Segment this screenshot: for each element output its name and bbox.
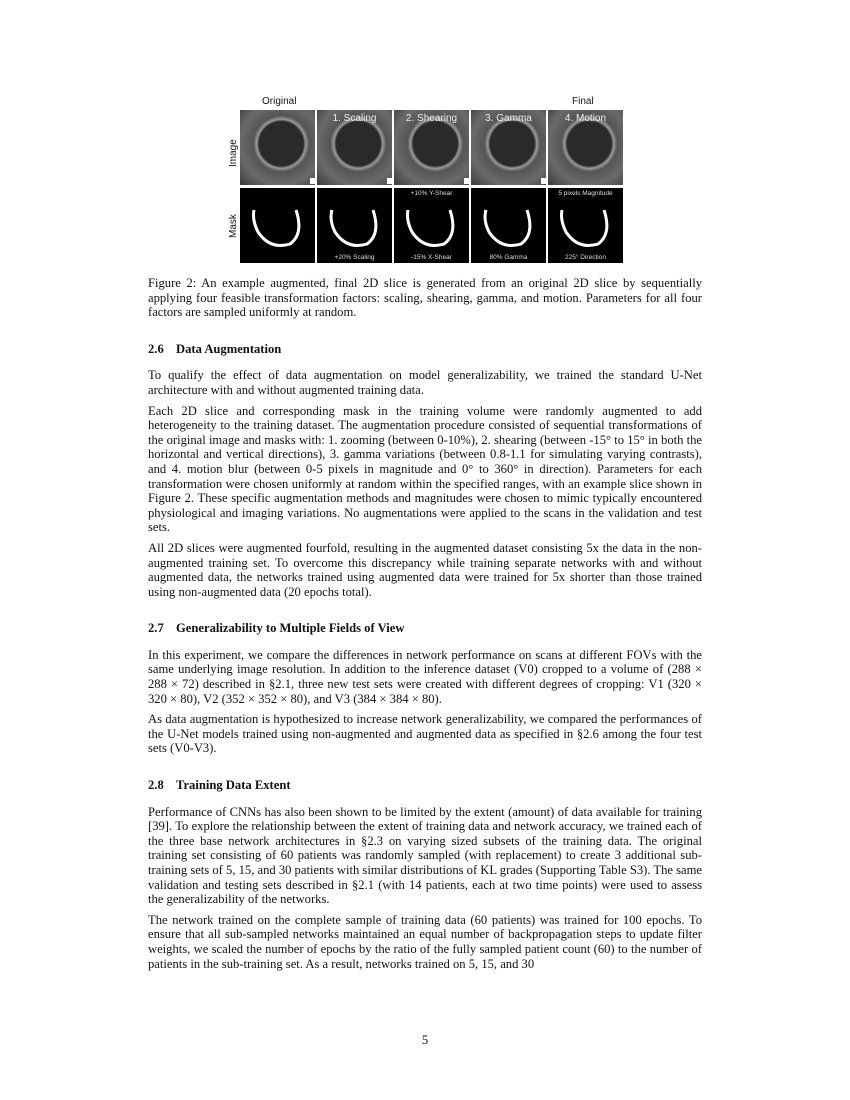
mask-panel [471, 188, 546, 263]
cartilage-mask [317, 188, 392, 263]
panel-top-note: 5 pixels Magnitude [558, 190, 613, 197]
panel-top-note: +10% Y-Shear [410, 190, 453, 197]
paragraph: The network trained on the complete sample of training data (60 patients) was trained for 100 epochs. To ensure that all sub-sampled networks maintained an equal number of backpropagation steps to update filter weights, we scaled the number of epochs by the ratio of the fully sampled patient count (60) to the number of patients in the sub-training set. As a result, networks trained on 5, 15, and 30 [148, 912, 702, 971]
cartilage-mask [240, 188, 315, 263]
panel-title: 1. Scaling [332, 113, 377, 124]
mask-panel [317, 188, 392, 263]
panel-bottom-note: +20% Scaling [334, 254, 375, 261]
panel-bottom-note: 225° Direction [565, 254, 606, 261]
panel-bottom-note: -15% X-Shear [411, 254, 452, 261]
image-panel [317, 110, 392, 185]
figure-2 [225, 95, 625, 265]
mask-panel [240, 188, 315, 263]
paragraph: In this experiment, we compare the differences in network performance on scans at different FOVs with the same underlying image resolution. In addition to the inference dataset (V0) cropped to a volume of (288 × 288 × 72) described in §2.1, three new test sets were created with different degrees of cropping: V1 (320 × 320 × 80), V2 (352 × 352 × 80), and V3 (384 × 384 × 80). [148, 647, 702, 706]
mask-row-label: Mask [228, 214, 239, 238]
body-text [148, 276, 702, 977]
cartilage-mask [548, 188, 623, 263]
original-label: Original [262, 96, 297, 107]
panel-title: 3. Gamma [485, 113, 532, 124]
paragraph: Each 2D slice and corresponding mask in the training volume were randomly augmented to add heterogeneity to the training dataset. The augmentation procedure consisted of sequential transformations of the original image and masks with: 1. zooming (between 0-10%), 2. shearing (between -15° to 15° in both the horizontal and vertical directions), 3. gamma variations (between 0.8-1.1 for simulating varying contrasts), and 4. motion blur (between 0-5 pixels in magnitude and 0° to 360° in direction). Parameters for each transformation were chosen uniformly at random within the specified ranges, with an example slice shown in Figure 2. These specific augmentation methods and magnitudes were chosen to mimic typically encountered physiological and imaging variations. No augmentations were applied to the scans in the validation and test sets. [148, 403, 702, 535]
paragraph: All 2D slices were augmented fourfold, resulting in the augmented dataset consisting 5x the data in the non-augmented training set. To overcome this discrepancy while training separate networks with and without augmented data, the networks trained using augmented data were trained for 5x shorter than those trained using non-augmented data (20 epochs total). [148, 540, 702, 599]
image-panel [240, 110, 315, 185]
section-heading: 2.8 Training Data Extent [148, 778, 291, 793]
figure-caption: Figure 2: An example augmented, final 2D slice is generated from an original 2D slice by sequentially applying four feasible transformation factors: scaling, shearing, gamma, and motion. Parameters for all four factors are sampled uniformly at random. [148, 276, 702, 320]
paragraph: To qualify the effect of data augmentation on model generalizability, we trained the standard U-Net architecture with and without augmented training data. [148, 368, 702, 397]
image-row-label: Image [228, 139, 239, 167]
image-panel [548, 110, 623, 185]
panel-title: 4. Motion [564, 113, 607, 124]
mask-panel [394, 188, 469, 263]
final-label: Final [572, 96, 594, 107]
cartilage-mask [394, 188, 469, 263]
panel-bottom-note: 80% Gamma [489, 254, 528, 261]
cartilage-mask [471, 188, 546, 263]
image-panel [471, 110, 546, 185]
page-number: 5 [421, 1033, 429, 1047]
paragraph: As data augmentation is hypothesized to increase network generalizability, we compared the performances of the U-Net models trained using non-augmented and augmented data as specified in §2.6 among the four test sets (V0-V3). [148, 712, 702, 756]
panel-title: 2. Shearing [405, 113, 458, 124]
image-panel [394, 110, 469, 185]
paragraph: Performance of CNNs has also been shown to be limited by the extent (amount) of data available for training [39]. To explore the relationship between the extent of training data and network accuracy, we trained each of the three base network architectures in §2.3 on varying sized subsets of the training data. The original training set consisting of 60 patients was randomly sampled (with replacement) to create 3 additional sub-training sets of 5, 15, and 30 patients with similar distributions of KL grades (Supporting Table S3). The same validation and testing sets described in §2.1 (with 14 patients, each at two time points) were used to assess the generalizability of the networks. [148, 804, 702, 907]
section-heading: 2.7 Generalizability to Multiple Fields of View [148, 621, 405, 636]
section-heading: 2.6 Data Augmentation [148, 341, 282, 356]
mask-panel [548, 188, 623, 263]
